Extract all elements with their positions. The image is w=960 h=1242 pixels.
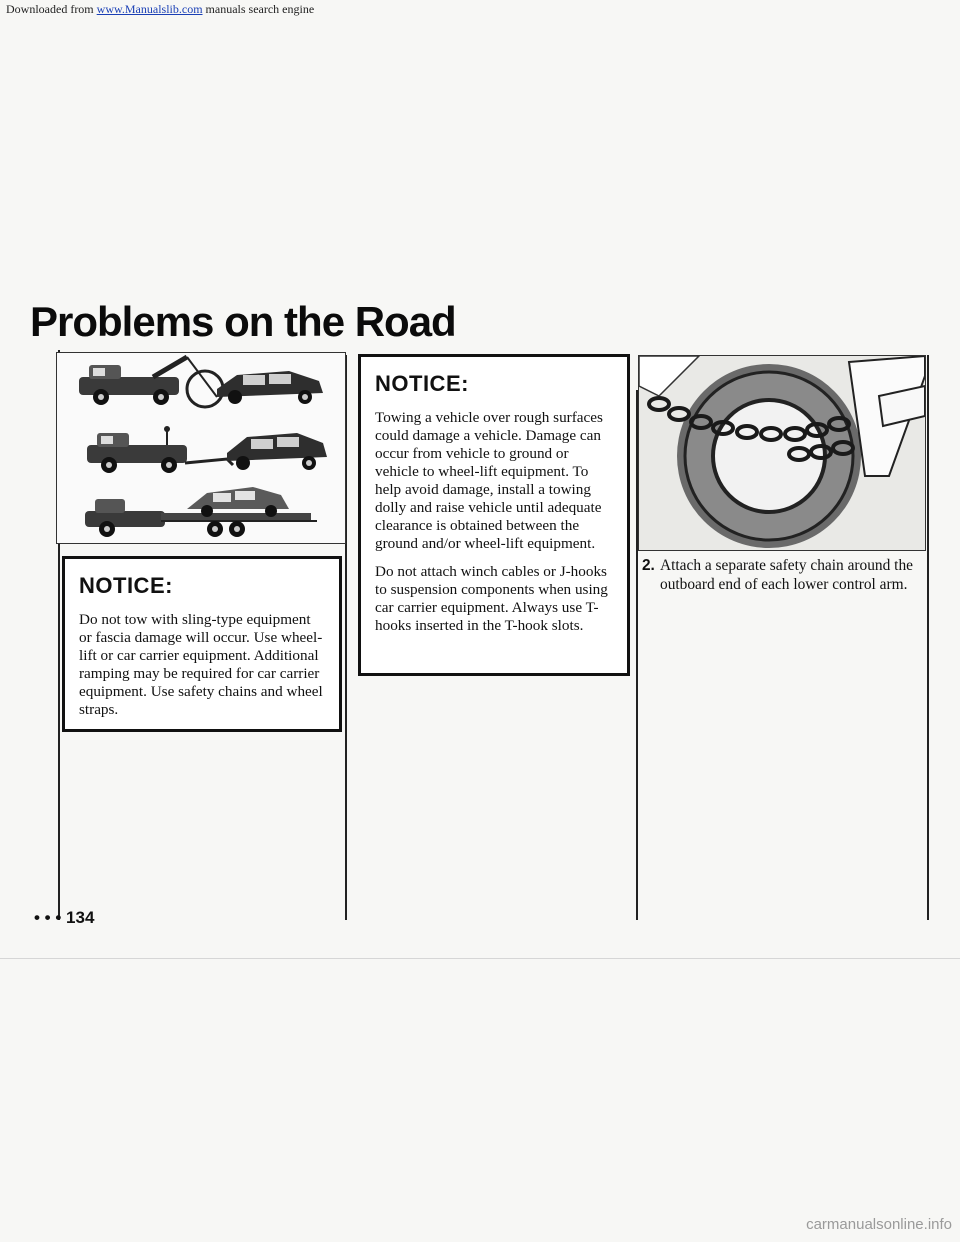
towing-equipment-illustration [56,352,346,544]
step-text: Attach a separate safety chain around the outboard end of each lower control arm. [660,557,913,593]
download-source-note: Downloaded from www.Manualslib.com manuals search engine [6,2,315,16]
tire-safety-chain-illustration [638,355,926,551]
notice-body: Do not tow with sling-type equipment or fascia damage will occur. Use wheel-lift or car carrier equipment. Additional ramping may be required for car carrier equipment. Use safety chains and wheel straps. [79,611,323,718]
notice-body-paragraph-2: Do not attach winch cables or J-hooks to suspension components when using car carrier equipment. Always use T-hooks inserted in the T-hook slots. [375,563,608,634]
notice-heading: NOTICE: [375,371,469,396]
page-title: Problems on the Road [30,298,456,345]
page-number [34,908,94,928]
notice-heading: NOTICE: [79,573,173,598]
page-number-value: 134 [66,908,95,927]
step-number: 2. [642,557,655,574]
car-carrier-truck-drawing [85,487,317,537]
manualslib-link[interactable]: www.Manualslib.com [96,2,203,16]
watermark-footer: carmanualsonline.info [806,1216,952,1233]
wheel-lift-tow-truck-drawing [87,426,327,473]
notice-box-rough-surfaces [358,354,630,676]
page-bottom-divider [0,958,960,959]
notice-box-towing-equipment [62,556,342,732]
notice-body-paragraph-1: Towing a vehicle over rough surfaces could damage a vehicle. Damage can occur from vehicle to ground or vehicle to wheel-lift equipment. To help avoid damage, install a towing dolly and raise vehicle until adequate clearance is obtained between the ground and/or wheel-lift equipment. [375,409,603,552]
step-2-instruction [642,556,932,594]
page-number-dots: • • • [34,908,62,927]
sling-type-tow-truck-drawing [79,357,323,407]
column-rule-right [927,355,929,920]
